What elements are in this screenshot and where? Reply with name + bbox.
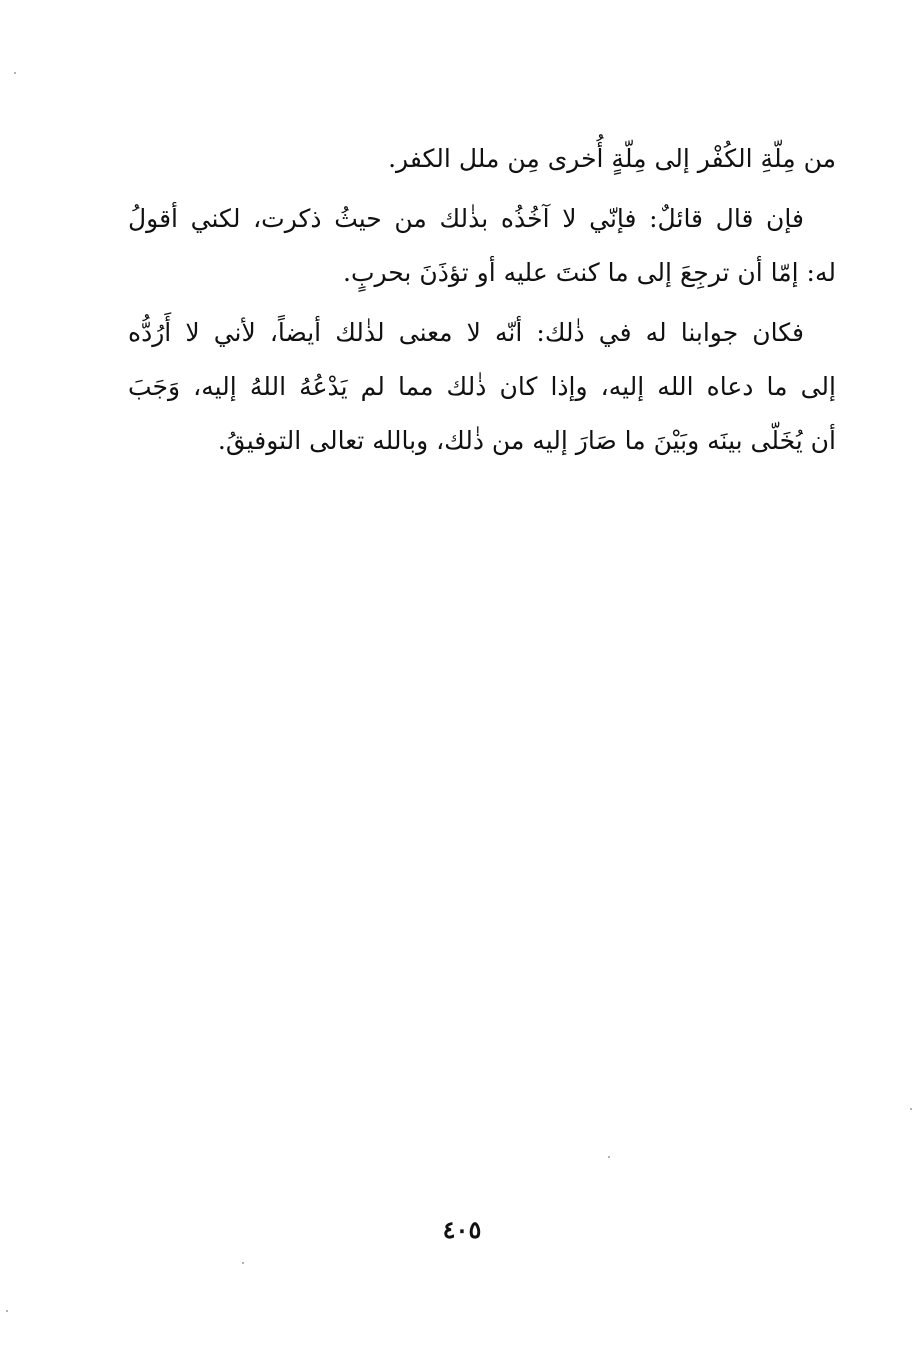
paragraph-3 bbox=[128, 306, 836, 468]
paragraph-1 bbox=[128, 132, 836, 186]
scan-speck bbox=[14, 72, 16, 74]
text-line: فإن قال قائلٌ: فإنّي لا آخُذُه بذٰلك من حيثُ ذكرت، لكني أقولُ bbox=[128, 204, 804, 233]
text-line: أن يُخَلّى بينَه وبَيْنَ ما صَارَ إليه من ذٰلك، وبالله تعالى التوفيقُ. bbox=[217, 426, 836, 455]
text-line: فكان جوابنا له في ذٰلك: أنّه لا معنى لذٰلك أيضاً، لأني لا أَرُدُّه bbox=[128, 318, 804, 347]
scan-speck bbox=[242, 1262, 244, 1264]
body-text bbox=[128, 132, 836, 474]
page-number: ٤٠٥ bbox=[442, 1215, 482, 1244]
scan-speck bbox=[910, 1108, 912, 1110]
paragraph-2 bbox=[128, 192, 836, 300]
text-line: من مِلّةِ الكُفْر إلى مِلّةٍ أُخرى مِن ملل الكفر. bbox=[388, 144, 836, 173]
text-line: إلى ما دعاه الله إليه، وإذا كان ذٰلك مما لم يَدْعُهُ اللهُ إليه، وَجَبَ bbox=[128, 372, 836, 401]
text-line: له: إمّا أن ترجِعَ إلى ما كنتَ عليه أو تؤذَنَ بحربٍ. bbox=[343, 258, 836, 287]
scan-speck bbox=[6, 1310, 8, 1312]
scan-speck bbox=[608, 1156, 610, 1158]
